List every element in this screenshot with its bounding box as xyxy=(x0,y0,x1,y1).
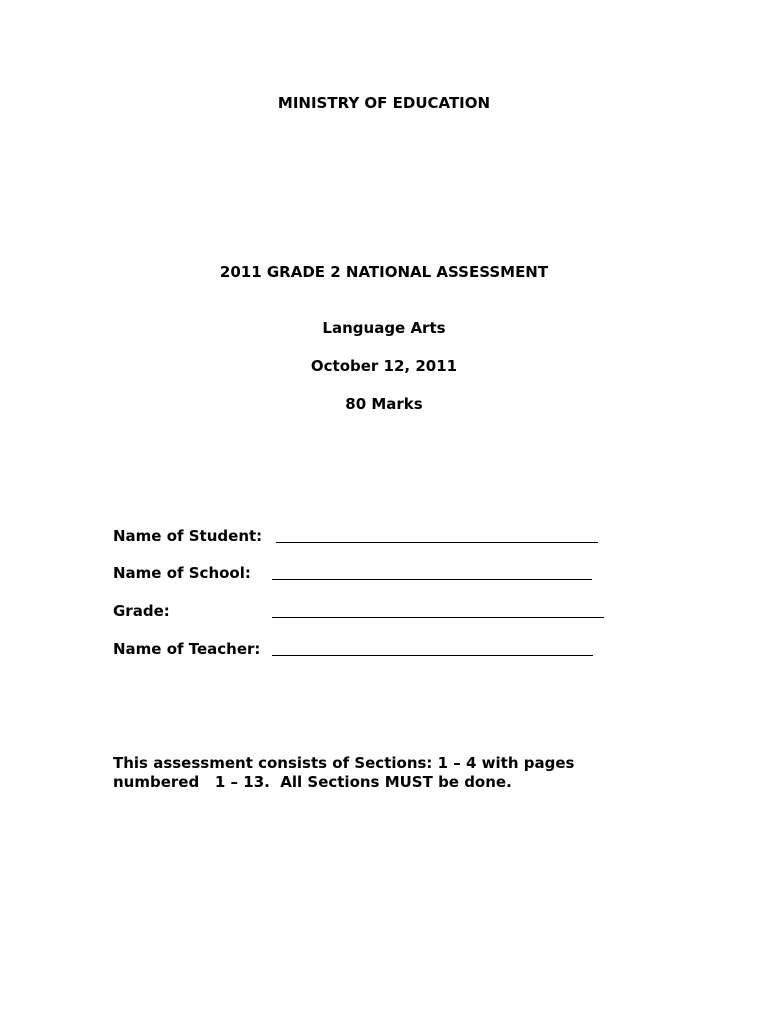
subject-name: Language Arts xyxy=(322,319,446,337)
teacher-name-label: Name of Teacher: xyxy=(113,640,261,658)
student-name-blank[interactable] xyxy=(276,542,598,543)
total-marks: 80 Marks xyxy=(345,395,423,413)
school-name-label: Name of School: xyxy=(113,564,251,582)
instructions-line-2: numbered 1 – 13. All Sections MUST be done. xyxy=(113,773,512,791)
school-name-blank[interactable] xyxy=(272,579,592,580)
ministry-heading: MINISTRY OF EDUCATION xyxy=(277,94,491,112)
assessment-date: October 12, 2011 xyxy=(310,357,458,375)
assessment-title: 2011 GRADE 2 NATIONAL ASSESSMENT xyxy=(219,263,549,281)
instructions-line-1: This assessment consists of Sections: 1 – 4 with pages xyxy=(113,754,575,772)
grade-label: Grade: xyxy=(113,602,170,620)
teacher-name-blank[interactable] xyxy=(272,655,593,656)
student-name-label: Name of Student: xyxy=(113,527,263,545)
grade-blank[interactable] xyxy=(272,617,604,618)
